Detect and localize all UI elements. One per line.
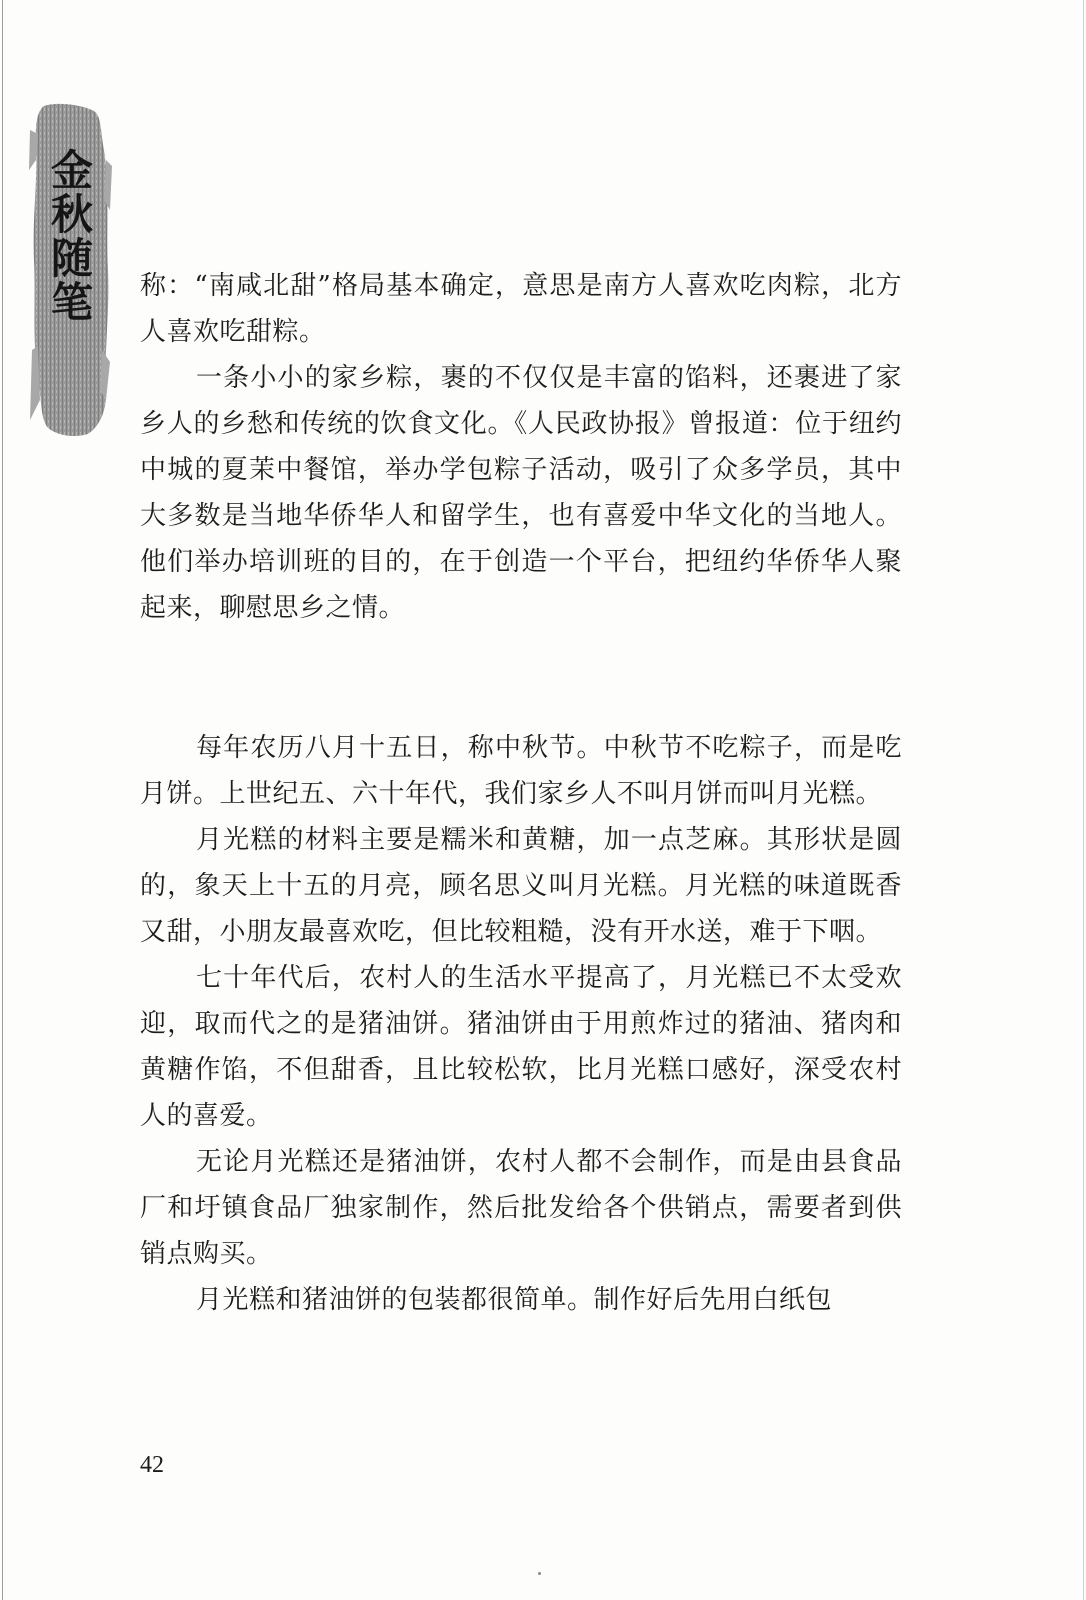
running-header-title: 金秋随笔	[45, 148, 94, 324]
section-mid-autumn-text	[140, 725, 902, 1323]
section-continued-text	[140, 263, 902, 631]
page-number: 42	[140, 1452, 164, 1478]
paragraph: 月光糕的材料主要是糯米和黄糖，加一点芝麻。其形状是圆的，象天上十五的月亮，顾名思义叫月光糕。月光糕的味道既香又甜，小朋友最喜欢吃，但比较粗糙，没有开水送，难于下咽。	[140, 825, 902, 947]
paragraph: 月光糕和猪油饼的包装都很简单。制作好后先用白纸包	[196, 1285, 833, 1315]
paragraph: 一条小小的家乡粽，裹的不仅仅是丰富的馅料，还裹进了家乡人的乡愁和传统的饮食文化。《人民政协报》曾报道：位于纽约中城的夏茉中餐馆，举办学包粽子活动，吸引了众多学员，其中大多数是当地华侨华人和留学生，也有喜爱中华文化的当地人。他们举办培训班的目的，在于创造一个平台，把纽约华侨华人聚起来，聊慰思乡之情。	[140, 363, 902, 623]
paragraph: 七十年代后，农村人的生活水平提高了，月光糕已不太受欢迎，取而代之的是猪油饼。猪油饼由于用煎炸过的猪油、猪肉和黄糖作馅，不但甜香，且比较松软，比月光糕口感好，深受农村人的喜爱。	[140, 963, 902, 1131]
paragraph: 每年农历八月十五日，称中秋节。中秋节不吃粽子，而是吃月饼。上世纪五、六十年代，我们家乡人不叫月饼而叫月光糕。	[140, 733, 902, 809]
page-edge-right	[1083, 0, 1084, 1600]
scan-speck	[538, 1572, 541, 1575]
paragraph: 无论月光糕还是猪油饼，农村人都不会制作，而是由县食品厂和圩镇食品厂独家制作，然后批发给各个供销点，需要者到供销点购买。	[140, 1147, 902, 1269]
page-edge-left	[2, 0, 3, 1600]
paragraph: 称：“南咸北甜”格局基本确定，意思是南方人喜欢吃肉粽，北方人喜欢吃甜粽。	[140, 271, 902, 347]
